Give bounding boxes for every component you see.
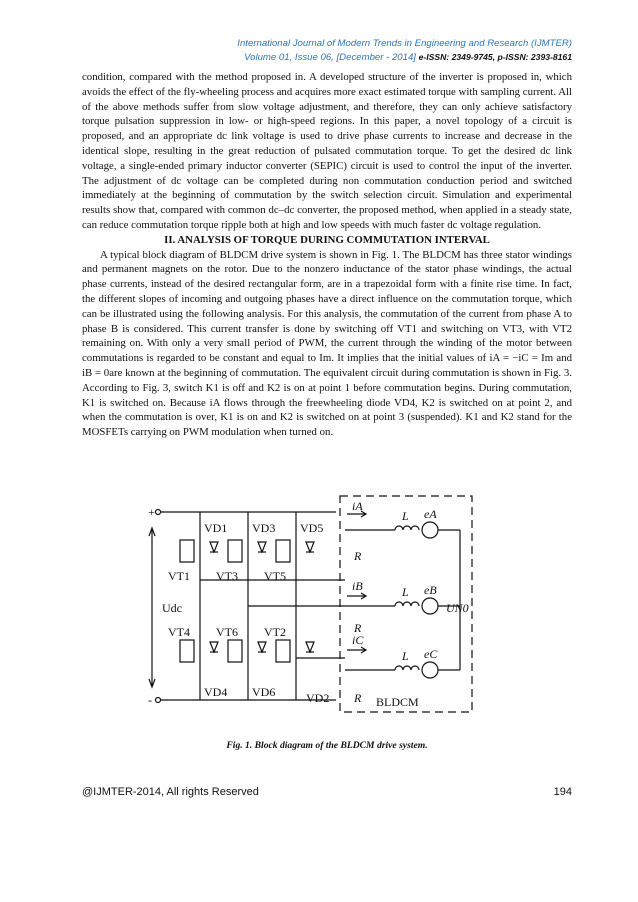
label-eb: eB: [424, 583, 437, 597]
positive-terminal: [156, 510, 161, 515]
label-vt2: VT2: [264, 625, 286, 639]
label-vd4: VD4: [204, 685, 228, 699]
footer-copyright: @IJMTER-2014, All rights Reserved: [82, 786, 259, 798]
section-heading: II. ANALYSIS OF TORQUE DURING COMMUTATION INTERVAL: [164, 233, 490, 246]
label-un0: UN0: [446, 601, 469, 615]
figure-caption: Fig. 1. Block diagram of the BLDCM drive system.: [226, 740, 428, 751]
page-footer: [82, 786, 572, 798]
label-vd6: VD6: [252, 685, 276, 699]
label-vd2: VD2: [306, 691, 330, 705]
label-udc: Udc: [162, 601, 182, 615]
bldcm-circuit-figure: [140, 490, 485, 722]
label-ic: iC: [352, 633, 364, 647]
label-r-c: R: [354, 691, 362, 705]
label-vt3: VT3: [216, 569, 238, 583]
journal-volume: [244, 51, 572, 64]
issn-text: e-ISSN: 2349-9745, p-ISSN: 2393-8161: [418, 52, 572, 62]
label-plus: +: [148, 505, 155, 519]
label-bldcm: BLDCM: [376, 695, 419, 709]
label-vd5: VD5: [300, 521, 324, 535]
label-vt1: VT1: [168, 569, 190, 583]
label-vt5: VT5: [264, 569, 286, 583]
label-r-b: R: [354, 621, 362, 635]
label-r-a: R: [354, 549, 362, 563]
journal-title: International Journal of Modern Trends in Engineering and Research (IJMTER): [237, 38, 572, 49]
label-l-a: L: [402, 509, 409, 523]
label-ib: iB: [352, 579, 363, 593]
page-number: 194: [553, 786, 572, 798]
label-vt6: VT6: [216, 625, 238, 639]
paragraph-analysis: A typical block diagram of BLDCM drive system is shown in Fig. 1. The BLDCM has three stator windings and permanent magnets on the rotor. Due to the nonzero inductance of the stator phase windings, the actual phase currents, instead of the desired rectangular form, are in a trapezoidal form with a finite rise time. In fact, the different slopes of incoming and outgoing phases have a direct influence on the commutation torque, which can be illustrated using the following analysis. For this analysis, the commutation of the current from phase A to phase B is considered. This current transfer is done by switching off VT1 and switching on VT3, with VT2 remaining on. With only a very small period of PWM, the current through the winding of the motor between commutations is regarded to be constant and equal to Im. It implies that the initial values of iA = −iC = Im and iB = 0are known at the beginning of commutation. The equivalent circuit during commutation is shown in Fig. 3. According to Fig. 3, switch K1 is off and K2 is on at point 1 before commutation begins. During commutation, K1 is switched on. Because iA flows through the freewheeling diode VD4, K2 is switched on at point 2, and when the commutation is over, K1 is on and K2 is switched on at point 3 (suspended). K1 and K2 stand for the MOSFETs carrying on PWM modulation when turned on.: [82, 248, 572, 439]
label-ea: eA: [424, 507, 437, 521]
label-vd1: VD1: [204, 521, 228, 535]
label-l-b: L: [402, 585, 409, 599]
article-body: [82, 70, 572, 440]
label-vd3: VD3: [252, 521, 276, 535]
paragraph-intro: condition, compared with the method proposed in. A developed structure of the inverter is proposed in, which avoids the effect of the fly-wheeling process and acquires more exact estimated torque with sampling current. All of the above methods suffer from slow voltage adjustment, and therefore, they can only achieve satisfactory torque pulsation suppression in low- or high-speed regions. In this paper, a novel topology of a circuit is proposed, and an appropriate dc link voltage is used to drive phase currents to increase and decrease in the identical slope, resulting in the great reduction of pulsated commutation torque. To get the desired dc link voltage, a single-ended primary inductor converter (SEPIC) circuit is used to control the input of the inverter. The adjustment of dc voltage can be completed during non commutation conduction period and switched immediately at the beginning of commutation by the switch selection circuit. Simulation and experimental results show that, compared with common dc–dc converter, the proposed method, when applied in a steady state, can reduce commutation torque ripple both at high and low speeds with much faster dc voltage regulation.: [82, 71, 572, 231]
label-minus: -: [148, 693, 152, 707]
label-vt4: VT4: [168, 625, 190, 639]
label-l-c: L: [402, 649, 409, 663]
negative-terminal: [156, 698, 161, 703]
label-ia: iA: [352, 499, 363, 513]
volume-text: Volume 01, Issue 06, [December - 2014]: [244, 52, 416, 63]
label-ec: eC: [424, 647, 438, 661]
